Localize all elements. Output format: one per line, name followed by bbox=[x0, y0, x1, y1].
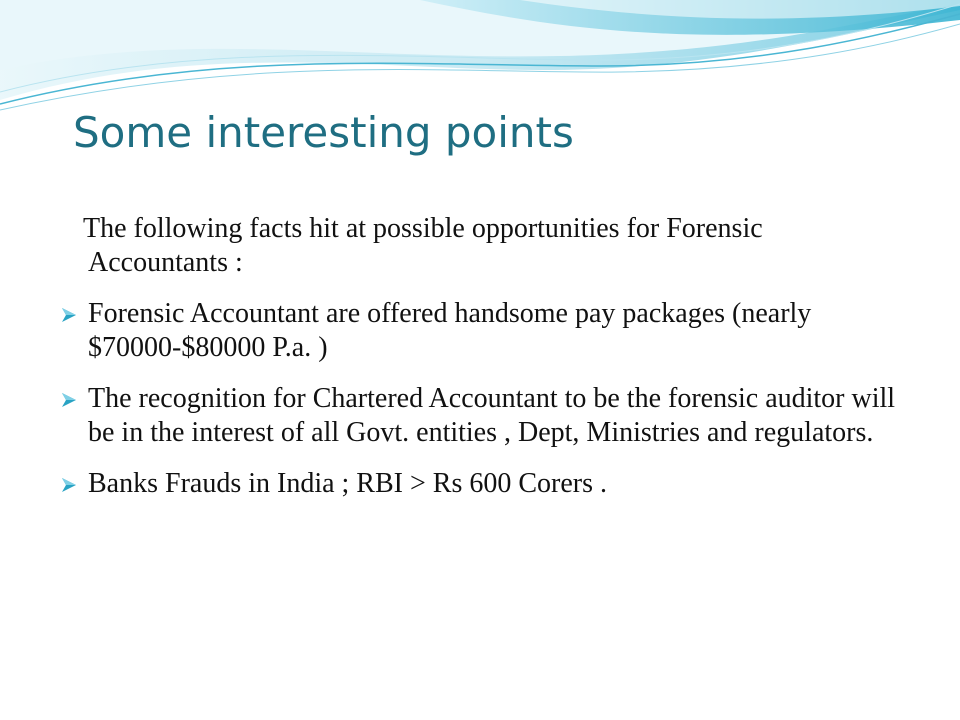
bullet-text: Banks Frauds in India ; RBI > Rs 600 Corers . bbox=[88, 468, 607, 499]
arrowhead-bullet-icon bbox=[60, 306, 78, 324]
intro-paragraph: The following facts hit at possible opportunities for Forensic Accountants : bbox=[83, 213, 763, 278]
bullet-text: Forensic Accountant are offered handsome pay packages (nearly $70000-$80000 P.a. ) bbox=[88, 298, 812, 363]
bullet-item bbox=[60, 382, 900, 450]
header-wave-decoration bbox=[0, 0, 960, 120]
arrowhead-bullet-icon bbox=[60, 391, 78, 409]
slide-body bbox=[60, 212, 900, 518]
arrowhead-bullet-icon bbox=[60, 476, 78, 494]
bullet-item bbox=[60, 467, 900, 501]
bullet-text: The recognition for Chartered Accountant to be the forensic auditor will be in the interest of all Govt. entities , Dept, Ministries and regulators. bbox=[88, 383, 896, 448]
bullet-item bbox=[60, 297, 900, 365]
slide-title: Some interesting points bbox=[73, 108, 574, 157]
